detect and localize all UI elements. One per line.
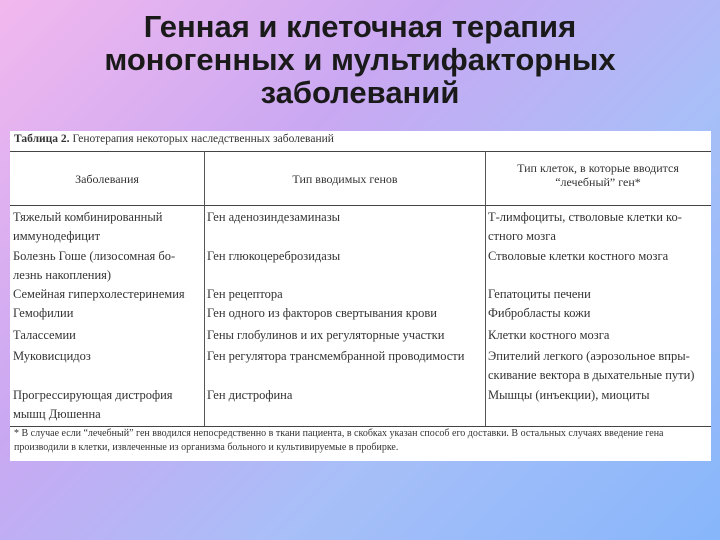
cells-cell: Эпителий легкого (аэрозольное впры- скивание вектора в дыхательные пути) bbox=[488, 349, 695, 382]
disease-cell: Тяжелый комбинированный иммунодефицит bbox=[13, 210, 163, 243]
cells-cell: Мышцы (инъекции), миоциты bbox=[488, 388, 650, 402]
header-diseases: Заболевания bbox=[75, 172, 139, 186]
disease-cell: Муковисцидоз bbox=[13, 349, 91, 363]
slide-title-line: заболеваний bbox=[260, 75, 460, 110]
table-caption-number: Таблица 2. bbox=[14, 133, 70, 145]
header-cell-type: Тип клеток, в которые вводится “лечебный” ген* bbox=[517, 161, 679, 189]
cells-cell: Гепатоциты печени bbox=[488, 287, 591, 301]
slide-title-line: моногенных и мультифакторных bbox=[104, 42, 616, 77]
header-gene-type: Тип вводимых генов bbox=[292, 172, 398, 186]
table-caption-text: Генотерапия некоторых наследственных заболеваний bbox=[69, 133, 334, 145]
cells-cell: Клетки костного мозга bbox=[488, 328, 610, 342]
slide-title bbox=[0, 10, 720, 109]
disease-cell: Талассемии bbox=[13, 328, 76, 342]
gene-cell: Ген одного из факторов свертывания крови bbox=[207, 306, 437, 320]
gene-cell: Ген рецептора bbox=[207, 287, 283, 301]
header-bottom-rule bbox=[10, 205, 711, 206]
table-footnote: * В случае если “лечебный” ген вводился непосредственно в ткани пациента, в скобках указан способ его доставки. В остальных случаях введение гена производили в клетки, извлеченные из организма больного и культивируемые в пробирке. bbox=[14, 428, 664, 453]
slide-title-line: Генная и клеточная терапия bbox=[143, 9, 577, 44]
gene-cell: Гены глобулинов и их регуляторные участки bbox=[207, 328, 445, 342]
gene-cell: Ген глюкоцереброзидазы bbox=[207, 249, 341, 263]
table-top-rule bbox=[10, 151, 711, 152]
table-caption bbox=[14, 133, 334, 145]
table-document bbox=[10, 131, 711, 461]
disease-cell: Болезнь Гоше (лизосомная бо- лезнь накопления) bbox=[13, 249, 176, 282]
gene-cell: Ген дистрофина bbox=[207, 388, 293, 402]
column-divider bbox=[485, 151, 486, 426]
cells-cell: Стволовые клетки костного мозга bbox=[488, 249, 669, 263]
disease-cell: Прогрессирующая дистрофия мышц Дюшенна bbox=[13, 388, 173, 421]
disease-cell: Гемофилии bbox=[13, 306, 74, 320]
gene-cell: Ген аденозиндезаминазы bbox=[207, 210, 341, 224]
cells-cell: Фибробласты кожи bbox=[488, 306, 591, 320]
cells-cell: Т-лимфоциты, стволовые клетки ко- стного мозга bbox=[488, 210, 682, 243]
gene-cell: Ген регулятора трансмембранной проводимости bbox=[207, 349, 465, 363]
disease-cell: Семейная гиперхолестеринемия bbox=[13, 287, 185, 301]
